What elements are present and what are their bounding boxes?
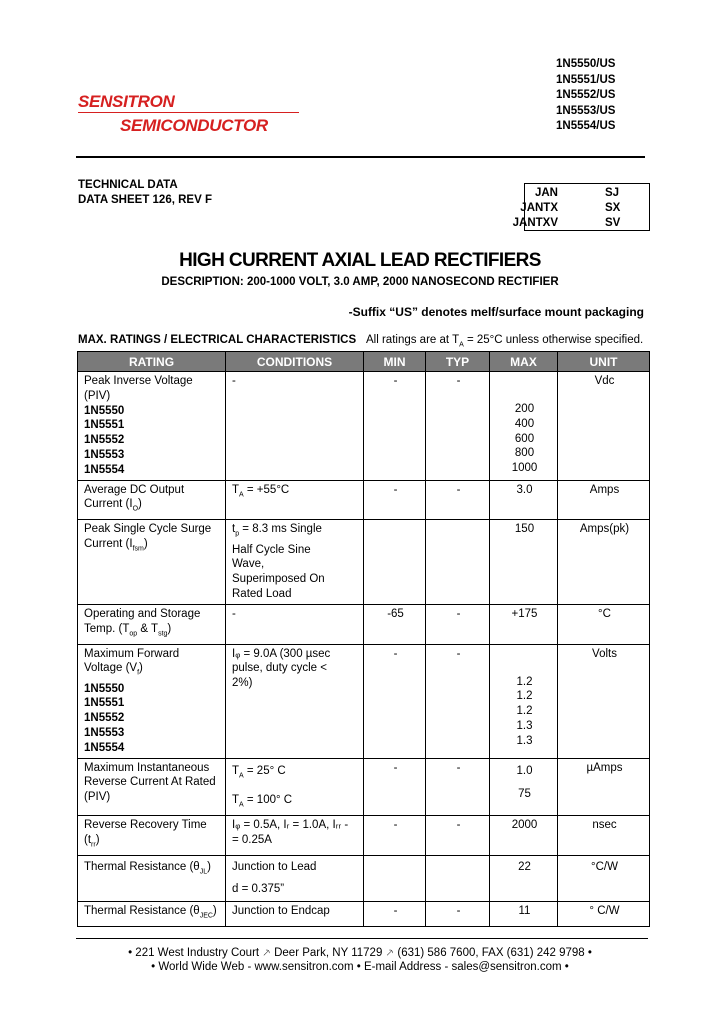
typ-cell: - xyxy=(426,604,490,644)
footer-contact: • World Wide Web - www.sensitron.com • E-mail Address - sales@sensitron.com • xyxy=(151,961,569,973)
header-rating: RATING xyxy=(78,352,226,372)
rating-cell: Peak Inverse Voltage (PIV) 1N5550 1N5551 1N5552 1N5553 1N5554 xyxy=(78,372,226,481)
min-cell: - xyxy=(364,901,426,926)
part-number: 1N5554/US xyxy=(556,120,616,132)
header-unit: UNIT xyxy=(558,352,650,372)
conditions-cell: $T_A = +55^\circ C$ xyxy=(226,480,364,520)
header-rule xyxy=(76,156,645,158)
typ-cell: - xyxy=(426,815,490,855)
suffix-note: -Suffix “US” denotes melf/surface mount packaging xyxy=(348,305,644,319)
footer-rule xyxy=(76,938,648,939)
table-row xyxy=(78,604,650,644)
conditions-cell: Junction to Endcap xyxy=(226,901,364,926)
table-row xyxy=(78,520,650,604)
rating-cell: Reverse Recovery Time $(t_{rr})$ xyxy=(78,815,226,855)
unit-cell: ° C/W xyxy=(558,901,650,926)
max-cell: 11 xyxy=(490,901,558,926)
table-row xyxy=(78,758,650,815)
rating-cell: Average DC Output Current $(I_O)$ xyxy=(78,480,226,520)
technical-data-block xyxy=(78,178,212,208)
unit-cell: Amps(pk) xyxy=(558,520,650,604)
min-cell: -65 xyxy=(364,604,426,644)
table-row xyxy=(78,855,650,901)
min-cell: - xyxy=(364,758,426,815)
qualification-code: SJ xyxy=(605,187,620,199)
footer-address: • 221 West Industry Court ⸕ Deer Park, NY 11729 ⸕ (631) 586 7600, FAX (631) 242 9798 • xyxy=(128,947,592,959)
max-cell: 3.0 xyxy=(490,480,558,520)
rating-cell: Peak Single Cycle Surge Current $(I_{fsm})$ xyxy=(78,520,226,604)
typ-cell xyxy=(426,520,490,604)
typ-cell: - xyxy=(426,644,490,758)
conditions-cell: - xyxy=(226,604,364,644)
rating-cell: Thermal Resistance $(\theta_{JEC})$ xyxy=(78,901,226,926)
min-cell: - xyxy=(364,815,426,855)
unit-cell: °C/W xyxy=(558,855,650,901)
table-header-row xyxy=(78,352,650,372)
qualification-level: JANTX xyxy=(520,202,558,214)
qualification-level: JANTXV xyxy=(512,217,558,229)
typ-cell: - xyxy=(426,901,490,926)
qualification-box xyxy=(512,183,650,231)
conditions-cell: Iᵩ = 9.0A (300 µsec pulse, duty cycle < 2%) xyxy=(226,644,364,758)
unit-cell: Volts xyxy=(558,644,650,758)
ratings-table xyxy=(77,351,650,927)
unit-cell: Vdc xyxy=(558,372,650,481)
table-row xyxy=(78,901,650,926)
table-row xyxy=(78,480,650,520)
max-cell: 1.2 1.2 1.2 1.3 1.3 xyxy=(490,644,558,758)
rating-cell: Maximum Instantaneous Reverse Current At Rated (PIV) xyxy=(78,758,226,815)
conditions-cell: Junction to Lead d = 0.375” xyxy=(226,855,364,901)
header-min: MIN xyxy=(364,352,426,372)
max-cell: 150 xyxy=(490,520,558,604)
table-row xyxy=(78,815,650,855)
section-note: All ratings are at $T_A = 25^\circ C$ unless otherwise specified. xyxy=(366,334,644,349)
conditions-cell: $t_p = 8.3$ ms Single Half Cycle Sine Wave, Superimposed On Rated Load xyxy=(226,520,364,604)
header-conditions: CONDITIONS xyxy=(226,352,364,372)
qualification-code: SV xyxy=(605,217,621,229)
data-sheet-label: DATA SHEET 126, REV F xyxy=(78,194,212,206)
technical-data-label: TECHNICAL DATA xyxy=(78,179,178,191)
part-number: 1N5552/US xyxy=(556,89,616,101)
part-number: 1N5551/US xyxy=(556,73,616,86)
company-name-line1: SENSITRON xyxy=(78,92,175,111)
qualification-level: JAN xyxy=(534,187,558,199)
max-cell: 22 xyxy=(490,855,558,901)
unit-cell: µAmps xyxy=(558,758,650,815)
page-title: HIGH CURRENT AXIAL LEAD RECTIFIERS xyxy=(179,250,541,271)
conditions-cell: $T_A = 25^\circ$ C $T_A = 100^\circ$ C xyxy=(226,758,364,815)
min-cell xyxy=(364,520,426,604)
typ-cell: - xyxy=(426,758,490,815)
section-heading: MAX. RATINGS / ELECTRICAL CHARACTERISTICS xyxy=(78,334,357,346)
header-typ: TYP xyxy=(426,352,490,372)
min-cell: - xyxy=(364,372,426,481)
rating-cell: Maximum Forward Voltage $(V_f)$ 1N5550 1N5551 1N5552 1N5553 1N5554 xyxy=(78,644,226,758)
max-cell: 2000 xyxy=(490,815,558,855)
conditions-cell: Iᵩ = 0.5A, Iᵣ = 1.0A, Iᵣᵣ - = 0.25A xyxy=(226,815,364,855)
unit-cell: °C xyxy=(558,604,650,644)
conditions-cell: - xyxy=(226,372,364,481)
typ-cell: - xyxy=(426,480,490,520)
typ-cell xyxy=(426,855,490,901)
min-cell: - xyxy=(364,480,426,520)
typ-cell: - xyxy=(426,372,490,481)
max-cell: +175 xyxy=(490,604,558,644)
rating-cell: Operating and Storage Temp. ($T_{op}$ & $T_{stg}$) xyxy=(78,604,226,644)
part-number-list xyxy=(556,57,615,135)
max-cell: 1.0 75 xyxy=(490,758,558,815)
rating-cell: Thermal Resistance $(\theta_{JL})$ xyxy=(78,855,226,901)
qualification-code: SX xyxy=(605,202,621,214)
description: DESCRIPTION: 200-1000 VOLT, 3.0 AMP, 2000 NANOSECOND RECTIFIER xyxy=(161,276,559,288)
min-cell xyxy=(364,855,426,901)
unit-cell: nsec xyxy=(558,815,650,855)
header-max: MAX xyxy=(490,352,558,372)
table-row xyxy=(78,372,650,481)
part-number: 1N5553/US xyxy=(556,104,616,117)
company-name-line2: SEMICONDUCTOR xyxy=(120,116,268,135)
min-cell: - xyxy=(364,644,426,758)
part-number: 1N5550/US xyxy=(556,58,616,70)
logo-divider xyxy=(78,112,299,113)
table-row xyxy=(78,644,650,758)
max-cell: 200 400 600 800 1000 xyxy=(490,372,558,481)
unit-cell: Amps xyxy=(558,480,650,520)
